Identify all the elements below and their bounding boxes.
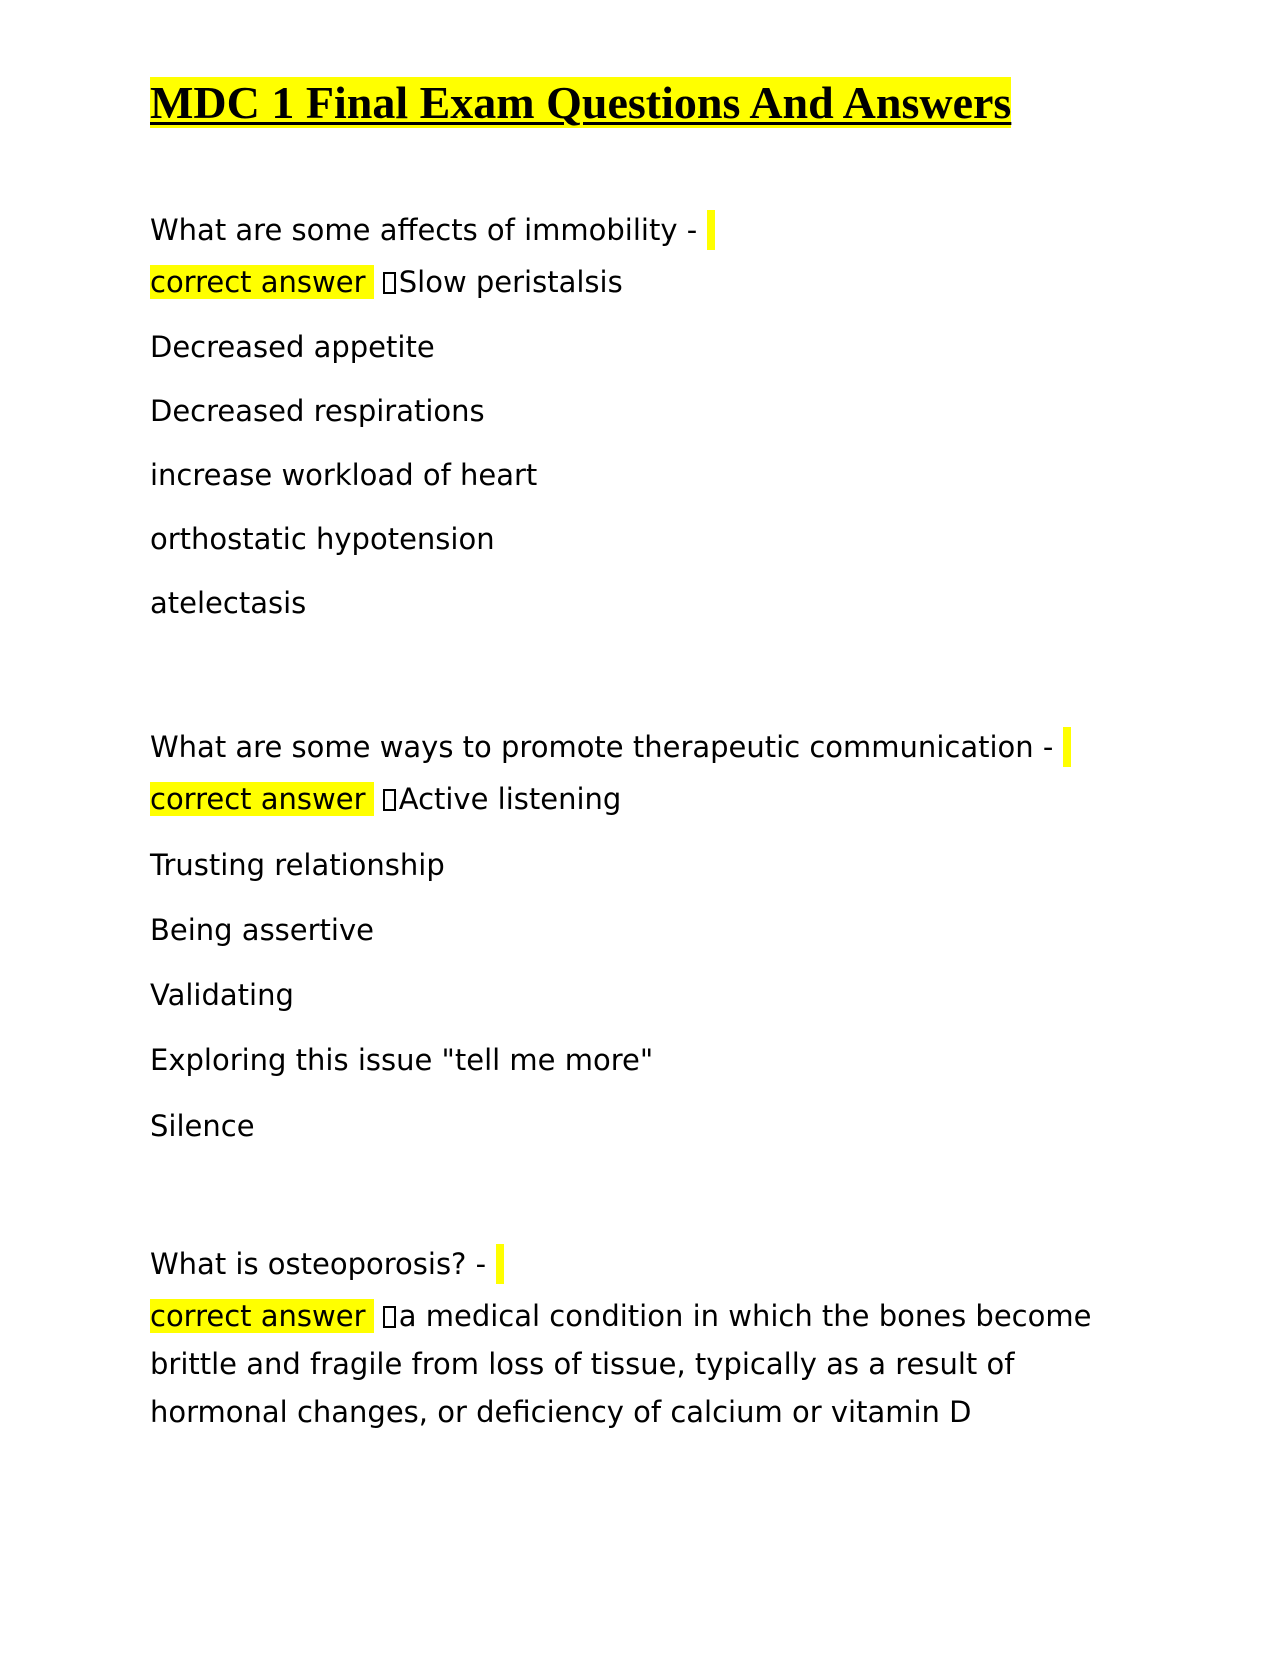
correct-answer-tag: correct answer <box>150 1299 374 1333</box>
answer-1-line: atelectasis <box>150 586 307 620</box>
answer-3-first: a medical condition in which the bones become brittle and fragile from loss of tissue, typically as a result of hormonal changes, or deficiency of calcium or vitamin D <box>150 1299 1092 1429</box>
correct-answer-tag: correct answer <box>150 782 374 816</box>
answer-3-paragraph <box>150 1292 1110 1436</box>
answer-1-first-line <box>150 262 623 302</box>
highlight-marker <box>707 210 715 250</box>
question-1 <box>150 210 715 252</box>
answer-1-line: Decreased respirations <box>150 394 485 428</box>
highlight-marker <box>1063 727 1071 767</box>
page-title-text: MDC 1 Final Exam Questions And Answers <box>150 77 1012 128</box>
correct-answer-tag: correct answer <box>150 265 374 299</box>
page-title <box>150 74 1050 131</box>
question-1-text: What are some affects of immobility - <box>150 213 698 247</box>
question-2 <box>150 727 1071 769</box>
missing-glyph-icon <box>383 789 396 811</box>
answer-2-line: Validating <box>150 978 294 1012</box>
missing-glyph-icon <box>383 1306 396 1328</box>
answer-2-line: Silence <box>150 1109 255 1143</box>
highlight-marker <box>496 1244 504 1284</box>
question-3-text: What is osteoporosis? - <box>150 1247 487 1281</box>
answer-2-first: Active listening <box>398 782 622 816</box>
answer-1-line: Decreased appetite <box>150 330 435 364</box>
answer-1-line: orthostatic hypotension <box>150 522 495 556</box>
answer-2-line: Trusting relationship <box>150 848 445 882</box>
question-2-text: What are some ways to promote therapeutic communication - <box>150 730 1054 764</box>
answer-2-line: Exploring this issue "tell me more" <box>150 1043 654 1077</box>
question-3 <box>150 1244 504 1286</box>
answer-1-first: Slow peristalsis <box>398 265 623 299</box>
missing-glyph-icon <box>383 272 396 294</box>
answer-2-first-line <box>150 779 621 819</box>
answer-1-line: increase workload of heart <box>150 458 538 492</box>
answer-2-line: Being assertive <box>150 913 374 947</box>
